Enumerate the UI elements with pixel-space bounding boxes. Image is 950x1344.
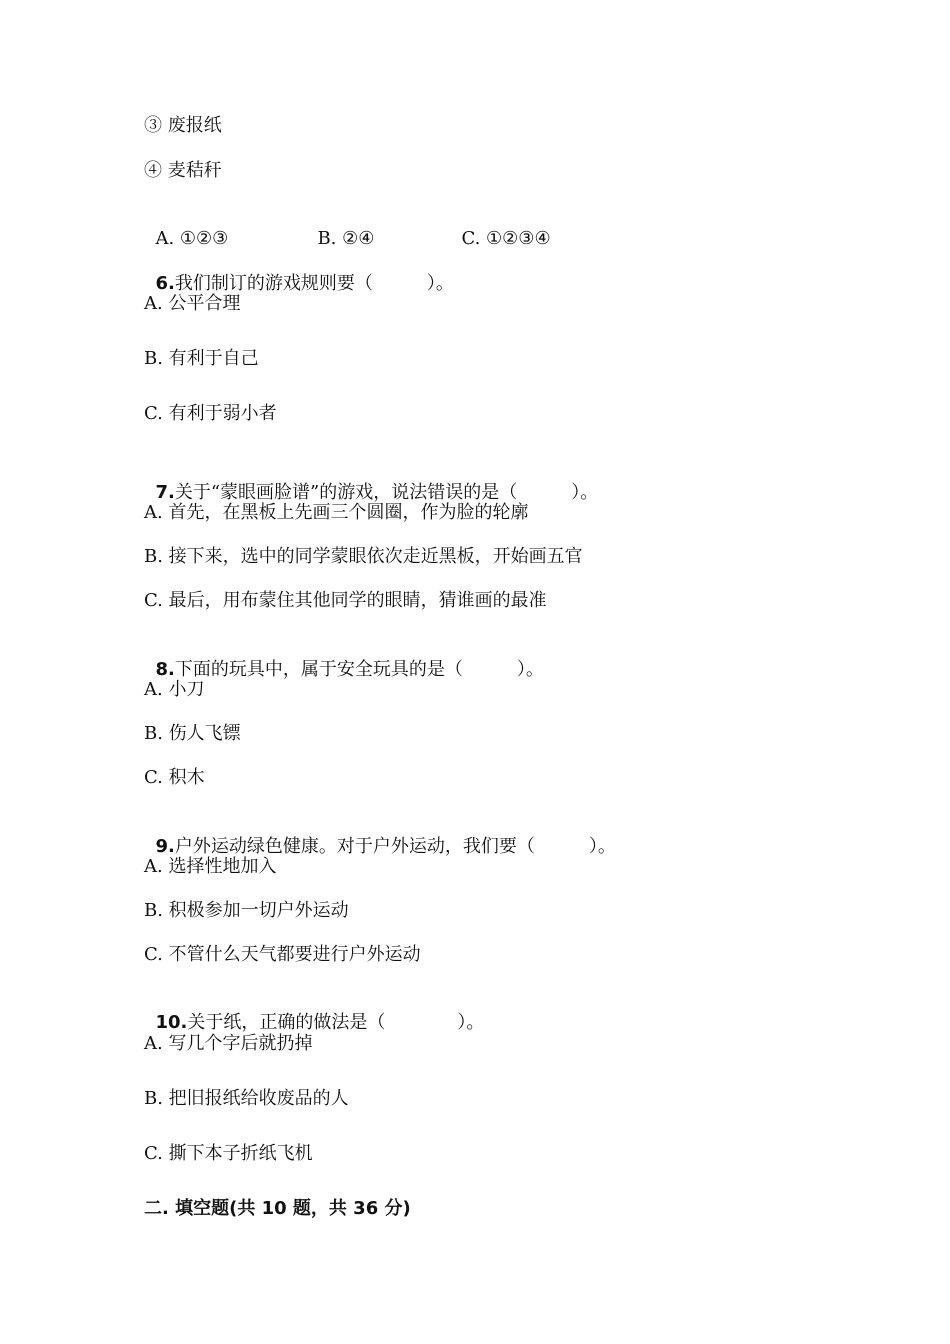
q6-option-b[interactable]: B. 有利于自己 — [144, 348, 259, 369]
q9-option-c[interactable]: C. 不管什么天气都要进行户外运动 — [144, 944, 421, 965]
q8-stem — [144, 634, 544, 682]
section-2-title: 二. 填空题(共 10 题，共 36 分) — [144, 1198, 411, 1219]
q7-text: 关于“蒙眼画脸谱”的游戏，说法错误的是（ ）。 — [174, 482, 599, 503]
q9-option-a[interactable]: A. 选择性地加入 — [144, 856, 277, 877]
q7-stem — [144, 457, 598, 505]
q5-item-4: ④ 麦秸秆 — [144, 160, 222, 181]
q7-option-b[interactable]: B. 接下来，选中的同学蒙眼依次走近黑板，开始画五官 — [144, 546, 583, 567]
q9-option-b[interactable]: B. 积极参加一切户外运动 — [144, 900, 349, 921]
q6-option-c[interactable]: C. 有利于弱小者 — [144, 403, 277, 424]
q5-option-a[interactable]: A. ①②③ — [155, 228, 229, 249]
q5-options — [144, 203, 551, 251]
q6-number: 6. — [155, 273, 175, 294]
q8-number: 8. — [155, 659, 175, 680]
q7-number: 7. — [155, 482, 175, 503]
q5-item-3: ③ 废报纸 — [144, 115, 222, 136]
q10-option-b[interactable]: B. 把旧报纸给收废品的人 — [144, 1088, 349, 1109]
q10-text: 关于纸，正确的做法是（ ）。 — [187, 1012, 485, 1033]
q7-option-c[interactable]: C. 最后，用布蒙住其他同学的眼睛，猜谁画的最准 — [144, 590, 547, 611]
q6-stem — [144, 248, 454, 296]
q10-stem — [144, 987, 484, 1035]
q10-option-a[interactable]: A. 写几个字后就扔掉 — [144, 1033, 313, 1054]
q8-option-b[interactable]: B. 伤人飞镖 — [144, 723, 241, 744]
q8-text: 下面的玩具中，属于安全玩具的是（ ）。 — [174, 659, 544, 680]
q6-option-a[interactable]: A. 公平合理 — [144, 293, 241, 314]
q10-number: 10. — [155, 1012, 188, 1033]
q5-option-c[interactable]: C. ①②③④ — [461, 228, 551, 249]
q10-option-c[interactable]: C. 撕下本子折纸飞机 — [144, 1143, 313, 1164]
q8-option-a[interactable]: A. 小刀 — [144, 679, 205, 700]
q5-option-b[interactable]: B. ②④ — [317, 228, 375, 249]
q8-option-c[interactable]: C. 积木 — [144, 767, 205, 788]
q6-text: 我们制订的游戏规则要（ ）。 — [174, 273, 454, 294]
q9-number: 9. — [155, 836, 175, 857]
q7-option-a[interactable]: A. 首先，在黑板上先画三个圆圈，作为脸的轮廓 — [144, 502, 529, 523]
q9-text: 户外运动绿色健康。对于户外运动，我们要（ ）。 — [174, 836, 616, 857]
q9-stem — [144, 811, 616, 859]
